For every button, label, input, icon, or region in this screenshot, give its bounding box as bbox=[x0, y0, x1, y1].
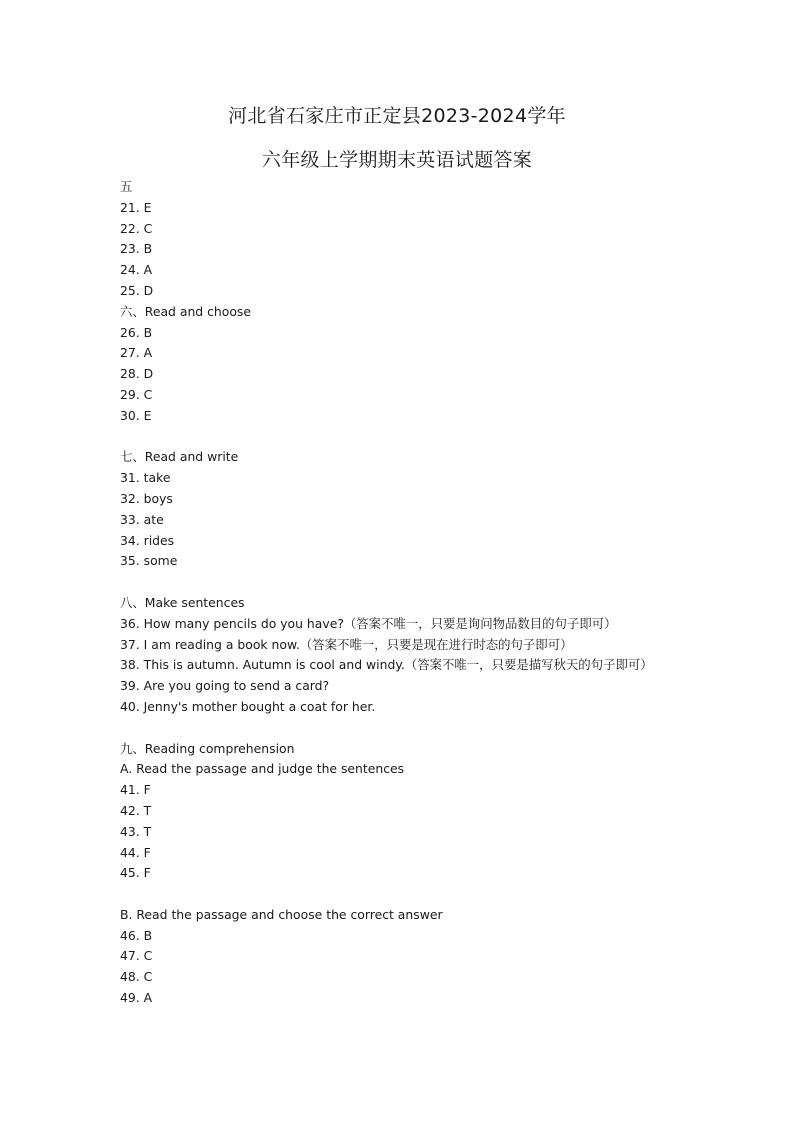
answer-item: 34. rides bbox=[120, 532, 175, 548]
answer-item: 30. E bbox=[120, 407, 152, 423]
document-title: 河北省石家庄市正定县2023-2024学年 bbox=[228, 105, 566, 127]
document-subtitle: 六年级上学期期末英语试题答案 bbox=[261, 149, 533, 171]
answer-item: 46. B bbox=[120, 927, 153, 943]
answer-item: 45. F bbox=[120, 865, 151, 881]
answer-item: 36. How many pencils do you have?（答案不唯一，只要是询问物品数目的句子即可） bbox=[120, 615, 617, 631]
subsection-heading: B. Read the passage and choose the correct answer bbox=[120, 906, 443, 922]
section-spacer bbox=[120, 427, 760, 448]
answer-item: 26. B bbox=[120, 324, 153, 340]
answer-item: 32. boys bbox=[120, 490, 173, 506]
answer-item: 37. I am reading a book now.（答案不唯一，只要是现在进行时态的句子即可） bbox=[120, 636, 573, 652]
subsection-heading: A. Read the passage and judge the sentences bbox=[120, 761, 405, 777]
section-heading: 七、Read and write bbox=[120, 449, 239, 465]
answer-item: 47. C bbox=[120, 948, 153, 964]
answer-item: 22. C bbox=[120, 220, 153, 236]
answer-item: 33. ate bbox=[120, 511, 164, 527]
answer-list bbox=[120, 177, 760, 1009]
answer-item: 49. A bbox=[120, 990, 153, 1006]
answer-item: 40. Jenny's mother bought a coat for her. bbox=[120, 698, 376, 714]
answer-item: 35. some bbox=[120, 553, 178, 569]
answer-item: 28. D bbox=[120, 366, 154, 382]
answer-item: 39. Are you going to send a card? bbox=[120, 678, 330, 694]
answer-item: 25. D bbox=[120, 282, 154, 298]
section-spacer bbox=[120, 718, 760, 739]
answer-item: 48. C bbox=[120, 969, 153, 985]
section-heading: 八、Make sentences bbox=[120, 594, 245, 610]
answer-item: 27. A bbox=[120, 345, 153, 361]
section-heading: 九、Reading comprehension bbox=[120, 740, 295, 756]
section-spacer bbox=[120, 572, 760, 593]
section-heading: 五 bbox=[120, 179, 133, 194]
section-spacer bbox=[120, 884, 760, 905]
answer-item: 29. C bbox=[120, 386, 153, 402]
answer-item: 43. T bbox=[120, 823, 152, 839]
section-heading: 六、Read and choose bbox=[120, 303, 252, 319]
answer-item: 24. A bbox=[120, 262, 153, 278]
answer-item: 42. T bbox=[120, 802, 152, 818]
answer-item: 23. B bbox=[120, 241, 153, 257]
answer-item: 44. F bbox=[120, 844, 151, 860]
answer-item: 31. take bbox=[120, 470, 171, 486]
answer-item: 21. E bbox=[120, 199, 152, 215]
answer-item: 38. This is autumn. Autumn is cool and windy.（答案不唯一，只要是描写秋天的句子即可） bbox=[120, 657, 653, 673]
answer-item: 41. F bbox=[120, 782, 151, 798]
